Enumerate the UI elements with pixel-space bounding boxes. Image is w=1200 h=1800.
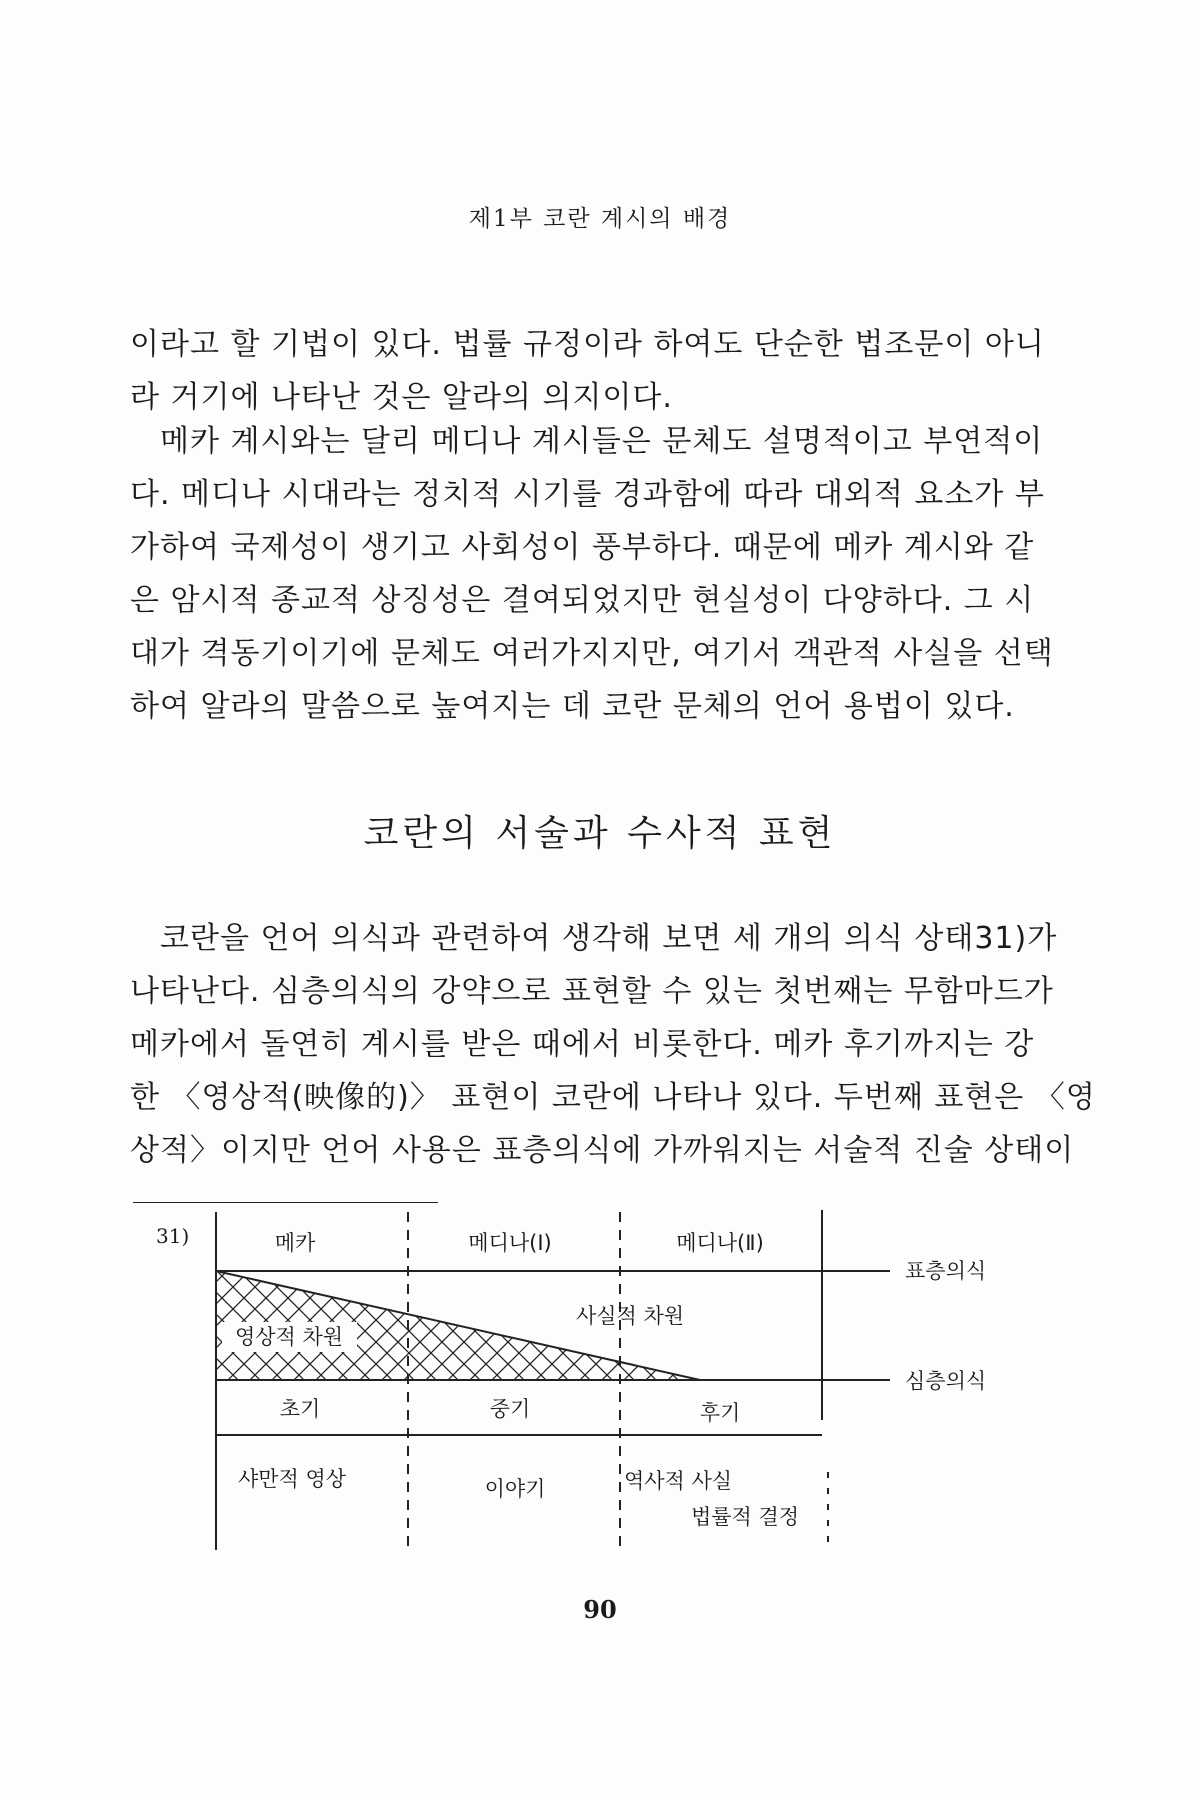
period-label: 메디나(Ⅱ) bbox=[676, 1231, 764, 1255]
imagery-label: 영상적 차원 bbox=[234, 1325, 344, 1349]
stage-label: 후기 bbox=[699, 1401, 741, 1425]
text-line: 대가 격동기이기에 문체도 여러가지지만, 여기서 객관적 사실을 선택 bbox=[130, 636, 1054, 671]
paragraph-1 bbox=[130, 318, 1045, 424]
surface-label: 표층의식 bbox=[905, 1259, 987, 1283]
factual-label: 사실적 차원 bbox=[575, 1304, 685, 1328]
paragraph-2 bbox=[130, 415, 1054, 733]
text-line: 나타난다. 심층의식의 강약으로 표현할 수 있는 첫번째는 무함마드가 bbox=[130, 974, 1054, 1009]
page-number: 90 bbox=[583, 1595, 617, 1624]
footnote-marker: 31) bbox=[156, 1224, 190, 1248]
text-line: 한 〈영상적(映像的)〉 표현이 코란에 나타나 있다. 두번째 표현은 〈영 bbox=[130, 1080, 1096, 1115]
text-line: 메카 계시와는 달리 메디나 계시들은 문체도 설명적이고 부연적이 bbox=[160, 424, 1044, 459]
content-label: 역사적 사실 bbox=[623, 1469, 733, 1493]
text-line: 은 암시적 종교적 상징성은 결여되었지만 현실성이 다양하다. 그 시 bbox=[130, 583, 1035, 618]
content-label: 법률적 결정 bbox=[690, 1505, 800, 1529]
stage-label: 중기 bbox=[489, 1397, 531, 1421]
content-label: 샤만적 영상 bbox=[237, 1467, 347, 1491]
text-line: 가하여 국제성이 생기고 사회성이 풍부하다. 때문에 메카 계시와 같 bbox=[130, 530, 1035, 565]
text-line: 상적〉이지만 언어 사용은 표층의식에 가까워지는 서술적 진술 상태이 bbox=[130, 1133, 1075, 1168]
deep-label: 심층의식 bbox=[905, 1369, 987, 1393]
text-line: 코란을 언어 의식과 관련하여 생각해 보면 세 개의 의식 상태31)가 bbox=[160, 921, 1058, 956]
text-line: 다. 메디나 시대라는 정치적 시기를 경과함에 따라 대외적 요소가 부 bbox=[130, 477, 1045, 512]
period-label: 메디나(Ⅰ) bbox=[468, 1231, 552, 1255]
paragraph-3 bbox=[130, 912, 1096, 1177]
consciousness-diagram bbox=[200, 1210, 1020, 1560]
text-line: 하여 알라의 말씀으로 높여지는 데 코란 문체의 언어 용법이 있다. bbox=[130, 689, 1015, 724]
content-label: 이야기 bbox=[484, 1477, 546, 1501]
text-line: 라 거기에 나타난 것은 알라의 의지이다. bbox=[130, 380, 673, 415]
text-line: 메카에서 돌연히 계시를 받은 때에서 비롯한다. 메카 후기까지는 강 bbox=[130, 1027, 1035, 1062]
stage-label: 초기 bbox=[279, 1397, 321, 1421]
section-heading: 코란의 서술과 수사적 표현 bbox=[363, 813, 837, 854]
running-head: 제1부 코란 계시의 배경 bbox=[468, 206, 732, 232]
text-line: 이라고 할 기법이 있다. 법률 규정이라 하여도 단순한 법조문이 아니 bbox=[130, 327, 1045, 362]
period-label: 메카 bbox=[274, 1231, 316, 1255]
footnote-rule bbox=[133, 1202, 438, 1203]
